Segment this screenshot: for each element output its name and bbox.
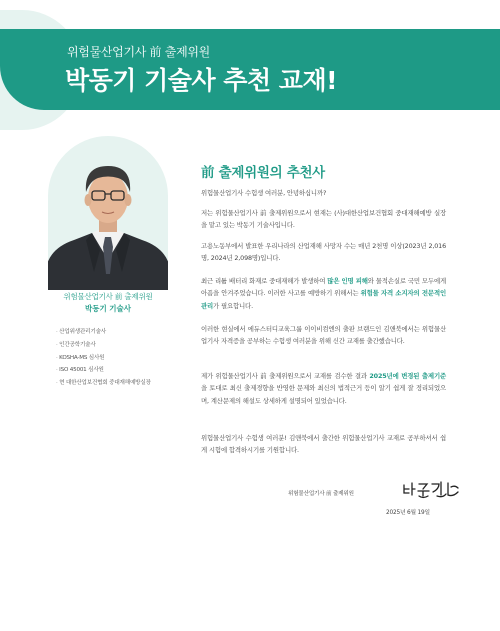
letter-paragraph-1: 저는 위험물산업기사 前 출제위원으로서 현재는 (사)대한산업보건협회 중대재해예방 실장을 맡고 있는 박동기 기술사입니다.	[201, 209, 446, 230]
credentials-list	[56, 326, 151, 390]
highlight-text: 2025년에 변경된 출제기준	[369, 372, 446, 380]
profile-role: 위험물산업기사 前 출제위원	[63, 292, 153, 301]
profile-name: 박동기 기술사	[84, 304, 132, 313]
letter-paragraph-6: 위험물산업기사 수험생 여러분! 김앤북에서 출간한 위험물산업기사 교재로 공부하셔서 쉽게 시험에 합격하시기를 기원합니다.	[201, 434, 446, 455]
page-title: 박동기 기술사 추천 교재!	[65, 66, 338, 95]
letter-date: 2025년 6월 19일	[386, 510, 430, 516]
letter-paragraph-5: 제가 위험물산업기사 前 출제위원으로서 교재를 검수한 결과 2025년에 변경된 출제기준을 토대로 최신 출제경향을 반영한 문제와 최신의 법적근거 등이 알기 쉽게 잘 정리되었으며, 계산문제의 해설도 상세하게 설명되어 있었습니다.	[201, 372, 446, 405]
highlight-text: 위험물 자격 소지자의 전문적인 관리	[201, 289, 447, 310]
signature-block	[288, 485, 458, 501]
letter-paragraph-4: 이러한 현실에서 에듀스터디교육그룹 이이비컴엔의 출판 브랜드인 김앤북에서는 위험물산업기사 자격증을 공부하는 수험생 여러분을 위해 신간 교재를 출간했습니다.	[201, 325, 446, 346]
letter-heading: 前 출제위원의 추천사	[201, 165, 325, 181]
highlight-text: 많은 인명 피해	[327, 277, 368, 285]
credential-item: · ISO 45001 심사원	[56, 364, 151, 377]
letter-paragraph-3: 최근 리튬 배터리 화재로 중대재해가 발생하여 많은 인명 피해와 물적손실로 국민 모두에게 아픔을 안겨주었습니다. 이러한 사고를 예방하기 위해서는 위험물 자격 소지자의 전문적인 관리가 필요합니다.	[201, 277, 447, 310]
portrait-panel	[48, 136, 168, 290]
credential-item: · KOSHA-MS 심사원	[56, 352, 151, 365]
letter-paragraph-2: 고용노동부에서 발표한 우리나라의 산업재해 사망자 수는 매년 2천명 이상(2023년 2,016명, 2024년 2,098명)입니다.	[201, 242, 446, 263]
credential-item: · 현 대한산업보건협회 중대재해예방실장	[56, 377, 151, 390]
header-subtitle: 위험물산업기사 前 출제위원	[67, 45, 210, 59]
handwritten-signature	[401, 479, 461, 501]
letter-greeting: 위험물산업기사 수험생 여러분, 안녕하십니까?	[201, 189, 327, 197]
signature-label: 위험물산업기사 前 출제위원	[288, 491, 354, 497]
credential-item: · 인간공학기술사	[56, 339, 151, 352]
credential-item: · 산업위생관리기술사	[56, 326, 151, 339]
portrait-photo	[48, 136, 168, 290]
